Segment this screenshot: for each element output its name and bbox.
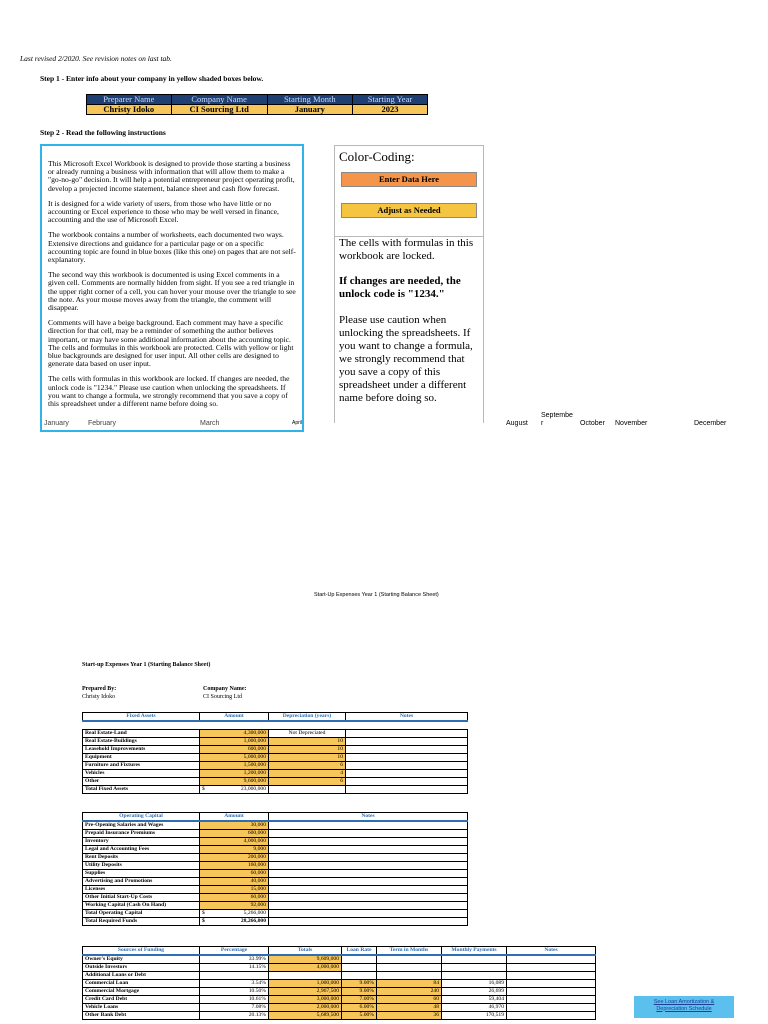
- notes-cell[interactable]: [507, 996, 596, 1004]
- color-coding-title: Color-Coding:: [339, 149, 415, 164]
- amount-header: Amount: [200, 813, 269, 822]
- operating-capital-header: Operating Capital: [83, 813, 200, 822]
- totals-cell: [269, 972, 342, 980]
- amount-cell[interactable]: 4,000,000: [200, 838, 269, 846]
- depreciation-cell[interactable]: 4: [269, 770, 346, 778]
- amount-cell[interactable]: 160,000: [200, 862, 269, 870]
- row-label: Commercial Loan: [83, 980, 200, 988]
- notes-cell[interactable]: [269, 870, 468, 878]
- row-label: Pre-Opening Salaries and Wages: [83, 821, 200, 830]
- notes-cell[interactable]: [507, 988, 596, 996]
- table-row: [83, 730, 468, 738]
- amount-cell[interactable]: 600,000: [200, 746, 269, 754]
- rate-cell[interactable]: 9.00%: [342, 988, 377, 996]
- notes-cell[interactable]: [507, 980, 596, 988]
- table-row: [83, 838, 468, 846]
- totals-cell[interactable]: 1,000,000: [269, 980, 342, 988]
- table-row: [83, 762, 468, 770]
- row-label: Vehicle Loans: [83, 1004, 200, 1012]
- totals-cell[interactable]: 4,000,000: [269, 964, 342, 972]
- amount-cell[interactable]: 92,000: [200, 902, 269, 910]
- table-row: [83, 854, 468, 862]
- table-row: [83, 821, 468, 830]
- notes-cell[interactable]: [507, 972, 596, 980]
- adjust-as-needed-swatch: Adjust as Needed: [341, 203, 477, 218]
- currency-symbol: $: [202, 918, 205, 924]
- rate-cell: [342, 955, 377, 964]
- instruction-paragraph: The workbook contains a number of worksheets, each documented two ways. Extensive directions and guidance for a particular page or on a specific accounting topic are found in blue boxes (like this one) on pages that are not self-explanatory.: [48, 230, 296, 265]
- row-label: Supplies: [83, 870, 200, 878]
- notes-cell[interactable]: [269, 821, 468, 830]
- row-label: Leasehold Improvements: [83, 746, 200, 754]
- sources-of-funding-table: [82, 946, 596, 1020]
- row-label: Outside Investors: [83, 964, 200, 972]
- table-row: [83, 902, 468, 910]
- row-label: Total Operating Capital: [83, 910, 200, 918]
- row-label: Utility Deposits: [83, 862, 200, 870]
- payment-cell: [442, 972, 507, 980]
- totals-cell[interactable]: 9,609,000: [269, 955, 342, 964]
- company-name-cell[interactable]: CI Sourcing Ltd: [171, 105, 267, 115]
- spacer: [83, 721, 200, 730]
- currency-symbol: $: [202, 910, 205, 916]
- term-cell[interactable]: 60: [377, 996, 442, 1004]
- row-label: Rent Deposits: [83, 854, 200, 862]
- table-row: [83, 754, 468, 762]
- amount-cell[interactable]: 600,000: [200, 830, 269, 838]
- notes-cell[interactable]: [269, 894, 468, 902]
- depreciation-cell[interactable]: 10: [269, 738, 346, 746]
- total-operating-capital-row: [83, 910, 468, 918]
- amount-cell[interactable]: 1,500,000: [200, 762, 269, 770]
- instruction-paragraph: This Microsoft Excel Workbook is designed to provide those starting a business or already running a business with information that will allow them to make a "go-no-go" decision. It will help a potential entrepreneur project operating profit, develop a projected income statement, balance sheet and cash flow forecast.: [48, 159, 295, 193]
- preparer-name-cell[interactable]: Christy Idoko: [87, 105, 172, 115]
- amount-cell[interactable]: 1,000,000: [200, 738, 269, 746]
- percentage-cell: 20.13%: [200, 1012, 269, 1020]
- payment-cell: 16,089: [442, 980, 507, 988]
- notes-header: Notes: [346, 713, 468, 722]
- table-row: [83, 846, 468, 854]
- table-row: [83, 996, 596, 1004]
- depreciation-header: Depreciation (years): [269, 713, 346, 722]
- amount-cell[interactable]: 200,000: [200, 854, 269, 862]
- empty-cell: [269, 918, 468, 926]
- row-label: Real Estate-Land: [83, 730, 200, 738]
- starting-month-cell[interactable]: January: [267, 105, 352, 115]
- empty-cell: [269, 910, 468, 918]
- totals-cell[interactable]: 3,000,000: [269, 996, 342, 1004]
- loan-rate-header: Loan Rate: [342, 947, 377, 956]
- total-fixed-assets-row: [83, 786, 468, 794]
- amount-cell[interactable]: 1,200,000: [200, 770, 269, 778]
- amount-cell[interactable]: 4,300,000: [200, 730, 269, 738]
- month-header-january: January: [44, 420, 69, 427]
- total-amount-cell: [200, 786, 269, 794]
- table-row: [83, 738, 468, 746]
- depreciation-cell[interactable]: 10: [269, 754, 346, 762]
- rate-cell[interactable]: 7.00%: [342, 996, 377, 1004]
- payment-cell: 26,699: [442, 988, 507, 996]
- company-name-header: Company Name: [171, 95, 267, 105]
- amount-header: Amount: [200, 713, 269, 722]
- notes-cell[interactable]: [269, 886, 468, 894]
- rate-cell[interactable]: 5.00%: [342, 1012, 377, 1020]
- depreciation-cell[interactable]: Not Depreciated: [269, 730, 346, 738]
- table-row: [83, 972, 596, 980]
- row-label: Prepaid Insurance Premiums: [83, 830, 200, 838]
- percentage-cell: 33.99%: [200, 955, 269, 964]
- percentage-cell: 7.08%: [200, 1004, 269, 1012]
- row-label: Licenses: [83, 886, 200, 894]
- percentage-header: Percentage: [200, 947, 269, 956]
- table-row: [83, 955, 596, 964]
- month-header-november: November: [615, 420, 648, 427]
- percentage-cell: 10.61%: [200, 996, 269, 1004]
- row-label: Credit Card Debt: [83, 996, 200, 1004]
- total-amount-cell: [200, 918, 269, 926]
- table-row: [83, 878, 468, 886]
- term-cell: [377, 964, 442, 972]
- payment-cell: [442, 955, 507, 964]
- row-label: Inventory: [83, 838, 200, 846]
- table-row: [83, 746, 468, 754]
- notes-cell[interactable]: [507, 955, 596, 964]
- payment-cell: 59,404: [442, 996, 507, 1004]
- table-row: [83, 988, 596, 996]
- notes-cell[interactable]: [346, 778, 468, 786]
- rate-cell: [342, 972, 377, 980]
- notes-cell[interactable]: [507, 1004, 596, 1012]
- notes-cell[interactable]: [346, 762, 468, 770]
- month-header-april: April: [292, 420, 303, 426]
- row-label: Advertising and Promotions: [83, 878, 200, 886]
- notes-cell[interactable]: [269, 902, 468, 910]
- spacer: [269, 721, 346, 730]
- step1-heading: Step 1 - Enter info about your company in yellow shaded boxes below.: [40, 74, 264, 83]
- table-row: [83, 964, 596, 972]
- rate-cell[interactable]: 9.00%: [342, 980, 377, 988]
- table-row: [83, 886, 468, 894]
- percentage-cell: 14.15%: [200, 964, 269, 972]
- empty-cell: [346, 786, 468, 794]
- instruction-paragraph: The cells with formulas in this workbook are locked. If changes are needed, the unlock code is "1234." Please use caution when unlocking the spreadsheets. If you want to change a formula, we strongly recommend that you save a copy of this spreadsheet under a different name before doing so.: [48, 374, 290, 409]
- row-label: Legal and Accounting Fees: [83, 846, 200, 854]
- starting-year-cell[interactable]: 2023: [352, 105, 427, 115]
- percentage-cell: [200, 972, 269, 980]
- percentage-cell: 10.50%: [200, 988, 269, 996]
- enter-data-here-swatch: Enter Data Here: [341, 172, 477, 187]
- row-label: Commercial Mortgage: [83, 988, 200, 996]
- row-label: Other Initial Start-Up Costs: [83, 894, 200, 902]
- row-label: Vehicles: [83, 770, 200, 778]
- term-cell: [377, 955, 442, 964]
- company-value: CI Sourcing Ltd: [203, 694, 242, 700]
- row-label: Owner's Equity: [83, 955, 200, 964]
- table-row: [83, 980, 596, 988]
- locked-text: The cells with formulas in this workbook are locked.: [339, 237, 474, 262]
- step2-heading: Step 2 - Read the following instructions: [40, 128, 166, 137]
- company-label: Company Name:: [203, 686, 247, 692]
- total-value: 23,000,000: [240, 786, 266, 792]
- term-cell[interactable]: 36: [377, 1012, 442, 1020]
- row-label: Other: [83, 778, 200, 786]
- empty-cell: [269, 786, 346, 794]
- table-row: [83, 894, 468, 902]
- caution-text: Please use caution when unlocking the spreadsheets. If you want to change a formula, we strongly recommend that you save a copy of this spreadsheet under a different name before doing so.: [339, 314, 473, 404]
- revision-note: Last revised 2/2020. See revision notes on last tab.: [20, 54, 172, 63]
- amount-cell[interactable]: 5,000,000: [200, 754, 269, 762]
- loan-amortization-link[interactable]: See Loan Amortization & Depreciation Schedule: [634, 996, 734, 1018]
- table-row: [83, 862, 468, 870]
- total-required-funds-row: [83, 918, 468, 926]
- notes-cell[interactable]: [269, 862, 468, 870]
- totals-cell[interactable]: 2,000,000: [269, 1004, 342, 1012]
- rate-cell: [342, 964, 377, 972]
- totals-header: Totals: [269, 947, 342, 956]
- amount-cell[interactable]: 15,000: [200, 886, 269, 894]
- percentage-cell: 3.54%: [200, 980, 269, 988]
- notes-cell[interactable]: [507, 1012, 596, 1020]
- month-header-october: October: [580, 420, 605, 427]
- color-coding-box: [334, 145, 484, 237]
- amount-cell[interactable]: 30,000: [200, 821, 269, 830]
- month-header-august: August: [506, 420, 528, 427]
- sources-of-funding-header: Sources of Funding: [83, 947, 200, 956]
- notes-cell[interactable]: [269, 846, 468, 854]
- term-cell: [377, 972, 442, 980]
- unlock-code-text: If changes are needed, the unlock code is "1234.": [339, 275, 461, 300]
- notes-cell[interactable]: [346, 770, 468, 778]
- depreciation-cell[interactable]: 6: [269, 778, 346, 786]
- amount-cell[interactable]: 40,000: [200, 878, 269, 886]
- row-label: Furniture and Fixtures: [83, 762, 200, 770]
- term-cell[interactable]: 240: [377, 988, 442, 996]
- row-label: Total Required Funds: [83, 918, 200, 926]
- instruction-paragraph: It is designed for a wide variety of users, from those who have little or no accounting or Excel experience to those who may be well versed in finance, accounting and the use of Microsoft Excel.: [48, 198, 279, 225]
- spacer: [200, 721, 269, 730]
- notes-cell[interactable]: [507, 964, 596, 972]
- spacer: [346, 721, 468, 730]
- notes-cell[interactable]: [346, 746, 468, 754]
- notes-cell[interactable]: [269, 830, 468, 838]
- sheet-title: Start-up Expenses Year 1 (Starting Balance Sheet): [82, 662, 211, 668]
- preparer-name-header: Preparer Name: [87, 95, 172, 105]
- fixed-assets-table: [82, 712, 468, 794]
- starting-year-header: Starting Year: [352, 95, 427, 105]
- totals-cell[interactable]: 5,689,500: [269, 1012, 342, 1020]
- row-label: Real Estate-Buildings: [83, 738, 200, 746]
- fixed-assets-header: Fixed Assets: [83, 713, 200, 722]
- sheet-caption: Start-Up Expenses Year 1 (Starting Balance Sheet): [314, 592, 439, 598]
- amount-cell[interactable]: 60,000: [200, 870, 269, 878]
- amount-cell[interactable]: 60,000: [200, 894, 269, 902]
- term-header: Term in Months: [377, 947, 442, 956]
- month-header-december: December: [694, 420, 727, 427]
- row-label: Total Fixed Assets: [83, 786, 200, 794]
- notes-cell[interactable]: [346, 754, 468, 762]
- operating-capital-table: [82, 812, 468, 926]
- notes-cell[interactable]: [269, 838, 468, 846]
- table-row: [83, 1004, 596, 1012]
- instruction-paragraph: The second way this workbook is documented is using Excel comments in a given cell. Comments are normally hidden from sight. If you see a red triangle in the upper right corner of a cell, you can hover your mouse over the triangle to see the note. As your mouse moves away from the triangle, the comment will disappear.: [48, 270, 296, 313]
- row-label: Additional Loans or Debt: [83, 972, 200, 980]
- currency-symbol: $: [202, 786, 205, 792]
- month-header-february: February: [88, 420, 117, 427]
- row-label: Working Capital (Cash On Hand): [83, 902, 200, 910]
- total-value: 5,266,000: [243, 910, 266, 916]
- row-label: Other Bank Debt: [83, 1012, 200, 1020]
- totals-cell[interactable]: 2,967,500: [269, 988, 342, 996]
- table-row: [83, 778, 468, 786]
- term-cell[interactable]: 84: [377, 980, 442, 988]
- notes-cell[interactable]: [269, 854, 468, 862]
- payment-cell: 170,519: [442, 1012, 507, 1020]
- company-info-table: [86, 94, 428, 115]
- lock-info-box: [334, 237, 484, 423]
- instructions-box[interactable]: [40, 144, 304, 432]
- total-amount-cell: [200, 910, 269, 918]
- prepared-by-label: Prepared By:: [82, 686, 117, 692]
- payment-cell: 46,970: [442, 1004, 507, 1012]
- table-row: [83, 770, 468, 778]
- table-row: [83, 1012, 596, 1020]
- amount-cell[interactable]: 9,000: [200, 846, 269, 854]
- month-header-march: March: [200, 420, 220, 427]
- month-header-september: Septembe r: [541, 412, 573, 427]
- notes-cell[interactable]: [346, 738, 468, 746]
- depreciation-cell[interactable]: 6: [269, 762, 346, 770]
- instruction-paragraph: Comments will have a beige background. Each comment may have a specific direction for that cell, may be a reminder of something the author believes important, or may have some additional information about the accounting topic. The cells and formulas in this workbook are protected. Cells with yellow or light blue backgrounds are designed for user input. All other cells are designed to generate data based on user input.: [48, 318, 294, 369]
- row-label: Equipment: [83, 754, 200, 762]
- monthly-payments-header: Monthly Payments: [442, 947, 507, 956]
- term-cell[interactable]: 48: [377, 1004, 442, 1012]
- table-row: [83, 870, 468, 878]
- table-row: [83, 830, 468, 838]
- payment-cell: [442, 964, 507, 972]
- rate-cell[interactable]: 6.00%: [342, 1004, 377, 1012]
- prepared-by-value: Christy Idoko: [82, 694, 116, 700]
- notes-header: Notes: [269, 813, 468, 822]
- amount-cell[interactable]: 9,600,000: [200, 778, 269, 786]
- starting-month-header: Starting Month: [267, 95, 352, 105]
- notes-header: Notes: [507, 947, 596, 956]
- total-value: 28,266,000: [240, 918, 266, 924]
- notes-cell[interactable]: [269, 878, 468, 886]
- notes-cell[interactable]: [346, 730, 468, 738]
- depreciation-cell[interactable]: 10: [269, 746, 346, 754]
